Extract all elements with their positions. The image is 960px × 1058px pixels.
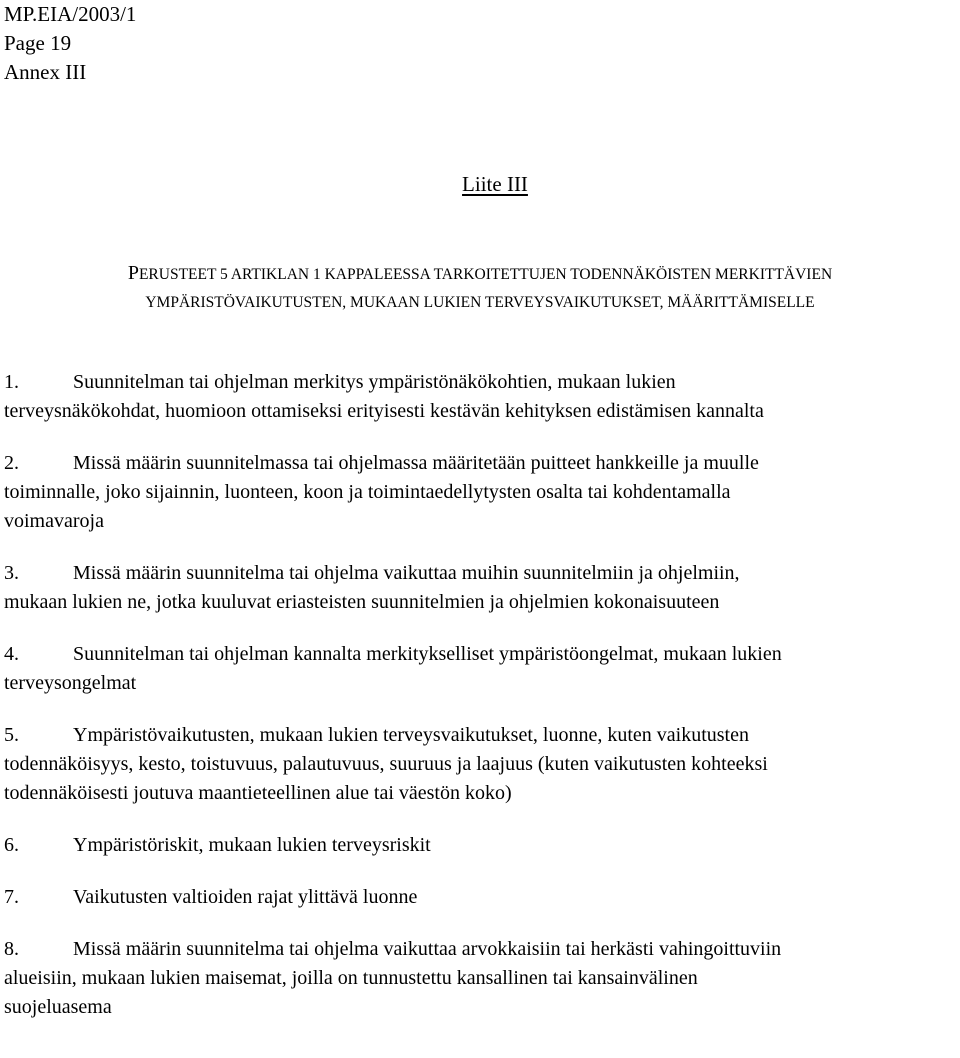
list-item-line [4, 669, 960, 698]
list-item-text: mukaan lukien ne, jotka kuuluvat eriasteisten suunnitelmien ja ohjelmien kokonaisuuteen [4, 591, 720, 613]
list-item-text: Missä määrin suunnitelma tai ohjelma vaikuttaa muihin suunnitelmiin ja ohjelmiin, [73, 562, 740, 584]
list-item-number: 5. [4, 724, 19, 746]
list-item-text: suojeluasema [4, 996, 112, 1018]
list-item-line [4, 883, 960, 912]
list-item-line [4, 449, 960, 478]
list-item [4, 935, 960, 1022]
list-item-line [4, 831, 960, 860]
list-item-text: todennäköisesti joutuva maantieteellinen alue tai väestön koko) [4, 782, 512, 804]
list-item-text: Vaikutusten valtioiden rajat ylittävä luonne [73, 886, 418, 908]
list-item-line [4, 779, 960, 808]
list-item-number: 6. [4, 834, 19, 856]
list-item-text: Suunnitelman tai ohjelman kannalta merkitykselliset ympäristöongelmat, mukaan lukien [73, 643, 782, 665]
list-item-text: Ympäristöriskit, mukaan lukien terveysriskit [73, 834, 431, 856]
list-item [4, 721, 960, 808]
list-item-line [4, 478, 960, 507]
list-item [4, 883, 960, 912]
list-item-line [4, 640, 960, 669]
list-item-line [4, 721, 960, 750]
list-item-line [4, 935, 960, 964]
list-item [4, 449, 960, 536]
list-item-text: voimavaroja [4, 510, 104, 532]
list-item-text: terveysnäkökohdat, huomioon ottamiseksi erityisesti kestävän kehityksen edistämisen kannalta [4, 400, 764, 422]
list-item-text: todennäköisyys, kesto, toistuvuus, palautuvuus, suuruus ja laajuus (kuten vaikutusten kohteeksi [4, 753, 768, 775]
annex-heading [0, 259, 960, 317]
list-item-number: 4. [4, 643, 19, 665]
page-header [4, 0, 136, 87]
list-item [4, 640, 960, 698]
list-item-line [4, 507, 960, 536]
list-item-number: 1. [4, 371, 19, 393]
list-item-line [4, 368, 960, 397]
list-item-number: 2. [4, 452, 19, 474]
list-item-text: Ympäristövaikutusten, mukaan lukien terveysvaikutukset, luonne, kuten vaikutusten [73, 724, 749, 746]
annex-label: Annex III [4, 60, 87, 84]
list-item-text: Suunnitelman tai ohjelman merkitys ympäristönäkökohtien, mukaan lukien [73, 371, 676, 393]
list-item-text: Missä määrin suunnitelmassa tai ohjelmassa määritetään puitteet hankkeille ja muulle [73, 452, 759, 474]
annex-title: Liite III [462, 172, 528, 196]
list-item-line [4, 559, 960, 588]
list-item [4, 368, 960, 426]
list-item-number: 3. [4, 562, 19, 584]
annex-heading-line-1 [0, 259, 960, 289]
heading-initial-capital: P [127, 262, 139, 284]
document-reference: MP.EIA/2003/1 [4, 2, 137, 26]
list-item-text: alueisiin, mukaan lukien maisemat, joilla on tunnustettu kansallinen tai kansainvälinen [4, 967, 698, 989]
list-item-number: 8. [4, 938, 19, 960]
criteria-list [4, 368, 960, 1045]
list-item-line [4, 750, 960, 779]
list-item-text: Missä määrin suunnitelma tai ohjelma vaikuttaa arvokkaisiin tai herkästi vahingoittuviin [73, 938, 782, 960]
list-item-line [4, 993, 960, 1022]
list-item-text: toiminnalle, joko sijainnin, luonteen, koon ja toimintaedellytysten osalta tai kohdentamalla [4, 481, 731, 503]
list-item [4, 559, 960, 617]
list-item-text: terveysongelmat [4, 672, 137, 694]
list-item-line [4, 964, 960, 993]
page-number: Page 19 [4, 31, 72, 55]
heading-line-1-text: ERUSTEET 5 ARTIKLAN 1 KAPPALEESSA TARKOITETTUJEN TODENNÄKÖISTEN MERKITTÄVIEN [138, 266, 833, 283]
annex-heading-line-2: YMPÄRISTÖVAIKUTUSTEN, MUKAAN LUKIEN TERVEYSVAIKUTUKSET, MÄÄRITTÄMISELLE [145, 294, 815, 311]
list-item-line [4, 588, 960, 617]
list-item-line [4, 397, 960, 426]
list-item [4, 831, 960, 860]
list-item-number: 7. [4, 886, 19, 908]
